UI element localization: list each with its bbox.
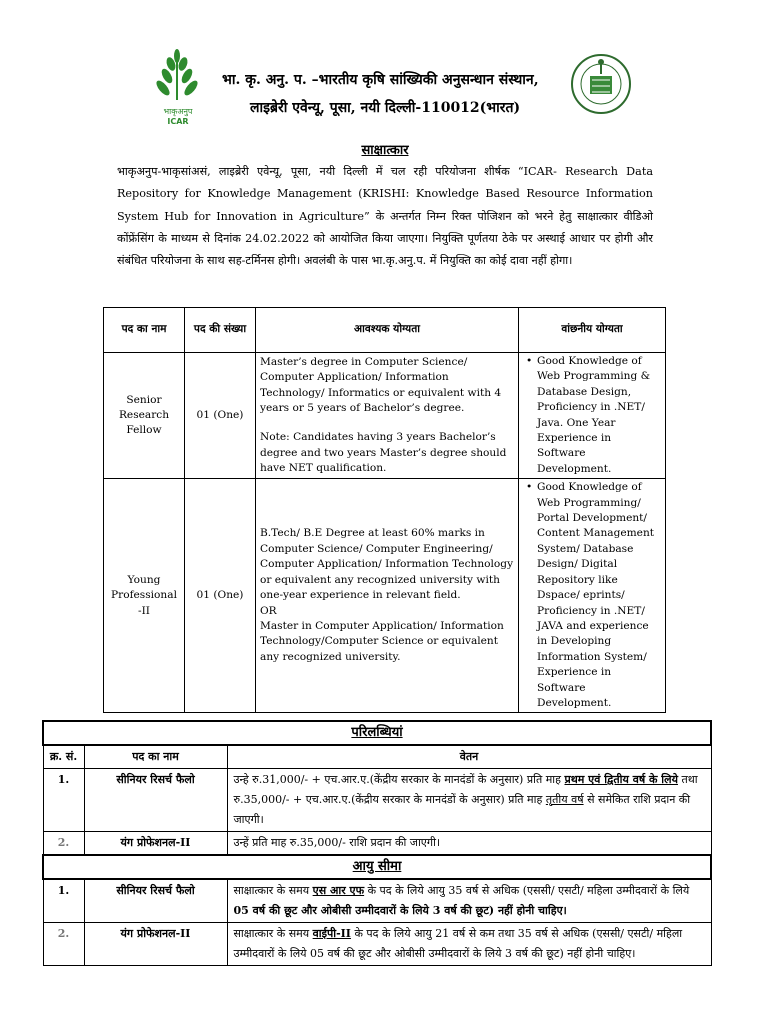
desirable-qualification xyxy=(519,479,666,713)
essential-text: Master’s degree in Computer Science/ Computer Application/ Information Technology/ Informatics or equivalent with 4 years or 5 years of Bachelor’s degree. xyxy=(260,355,502,414)
page-title: साक्षात्कार xyxy=(361,143,409,158)
iasri-emblem xyxy=(570,50,632,118)
age-limit-title: आयु सीमा xyxy=(43,855,711,879)
serial-number: 2. xyxy=(43,832,84,856)
col-pay: वेतन xyxy=(227,745,711,769)
essential-note: Note: Candidates having 3 years Bachelor’s degree and two years Master’s degree should have NET qualification. xyxy=(260,431,507,475)
age-text: 05 वर्ष की छूट और ओबीसी उम्मीदवारों के लिये 3 वर्ष की छूट) नहीं होनी चाहिए। xyxy=(233,904,567,917)
desirable-qualification xyxy=(519,353,666,479)
age-text: के पद के लिये आयु 21 वर्ष से कम तथा 35 वर्ष से अधिक (एससी/ एसटी/ महिला उम्मीदवारों के लिये 05 वर्ष की छूट और ओबीसी उम्मीदवारों के लिये 3 वर्ष की छूट) नहीं होनी चाहिए। xyxy=(233,927,683,960)
icar-logo xyxy=(143,48,213,126)
age-text: साक्षात्कार के समय xyxy=(233,927,310,940)
intro-paragraph: भाकृअनुप-भाकृसांअसं, लाइब्रेरी एवेन्यू, पूसा, नयी दिल्ली में चल रही परियोजना शीर्षक “ICAR- Research Data Repository for Knowledge Management (KRISHI: Knowledge Based Resource Information System Hub for Innovation in Agriculture” के अन्तर्गत निम्न रिक्त पोजिशन को भरने हेतु साक्षात्कार वीडिओ कोंफ्रेंसिंग के माध्यम से दिनांक 24.02.2022 को आयोजित किया जाएगा। नियुक्ति पूर्णतया ठेके पर अस्थाई आधार पर होगी और संबंधित परियोजना के साथ सह-टर्मिनस होगी। अवलंबी के पास भा.कृ.अनु.प. में नियुक्ति का कोई दावा नहीं होगा। xyxy=(117,165,653,268)
desirable-text: • Good Knowledge of Web Programming/ Portal Development/ Content Management System/ Database Design/ Digital Repository like Dspace/ eprints/ Proficiency in .NET/ JAVA and experience in Developing Information System/ Experience in Software Development. xyxy=(537,480,661,711)
table-row xyxy=(43,769,711,832)
post-name: Young Professional -II xyxy=(104,479,185,713)
essential-qualification xyxy=(256,353,519,479)
age-emphasis: एस आर एफ xyxy=(312,884,365,897)
emoluments-title: परिलब्धियां xyxy=(43,721,711,745)
pay-text: तथा रु.35,000/- + एच.आर.ए.(केंद्रीय सरकार के मानदंडों के अनुसार) प्रति माह xyxy=(233,773,698,806)
age-details xyxy=(227,923,711,966)
post-name: यंग प्रोफेशनल-II xyxy=(84,832,227,856)
pay-details xyxy=(227,769,711,832)
col-desirable: वांछनीय योग्यता xyxy=(519,308,666,353)
col-post-name: पद का नाम xyxy=(104,308,185,353)
pay-text: उन्हे रु.31,000/- + एच.आर.ए.(केंद्रीय सरकार के मानदंडों के अनुसार) प्रति माह xyxy=(233,773,561,786)
logo-icar-text: ICAR xyxy=(167,117,189,126)
serial-number: 1. xyxy=(43,769,84,832)
serial-number: 1. xyxy=(43,879,84,923)
post-name: Senior Research Fellow xyxy=(104,353,185,479)
serial-number: 2. xyxy=(43,923,84,966)
pay-emphasis: प्रथम एवं द्वितीय वर्ष के लिये xyxy=(564,773,678,786)
pay-text: से समेकित राशि प्रदान की जाएगी। xyxy=(233,793,691,826)
col-post-count: पद की संख्या xyxy=(185,308,256,353)
essential-or: OR xyxy=(260,604,277,617)
table-row xyxy=(43,832,711,856)
post-name: सीनियर रिसर्च फैलो xyxy=(84,769,227,832)
age-text: के पद के लिये आयु 35 वर्ष से अधिक (एससी/ एसटी/ महिला उम्मीदवारों के लिये xyxy=(367,884,690,897)
positions-header-row xyxy=(104,308,666,353)
post-name: यंग प्रोफेशनल-II xyxy=(84,923,227,966)
essential-text: B.Tech/ B.E Degree at least 60% marks in Computer Science/ Computer Engineering/ Computer Application/ Information Technology or equivalent any recognized university with one-year experience in relevant field. xyxy=(260,527,514,602)
positions-table xyxy=(103,307,666,713)
desirable-text: • Good Knowledge of Web Programming & Database Design, Proficiency in .NET/ Java. One Year Experience in Software Development. xyxy=(537,354,661,477)
emoluments-header-row xyxy=(43,745,711,769)
table-row xyxy=(104,479,666,713)
pay-text: उन्हें प्रति माह रु.35,000/- राशि प्रदान की जाएगी। xyxy=(227,832,711,856)
age-emphasis: वाईपी-II xyxy=(312,927,351,940)
header-line-1: भा. कृ. अनु. प. –भारतीय कृषि सांख्यिकी अनुसन्धान संस्थान, xyxy=(222,72,539,88)
post-count: 01 (One) xyxy=(185,353,256,479)
age-text: साक्षात्कार के समय xyxy=(233,884,310,897)
post-count: 01 (One) xyxy=(185,479,256,713)
col-essential: आवश्यक योग्यता xyxy=(256,308,519,353)
age-details xyxy=(227,879,711,923)
table-row xyxy=(104,353,666,479)
pay-emphasis: तृतीय वर्ष xyxy=(545,793,584,806)
emoluments-age-table xyxy=(42,720,712,966)
logo-hindi-text: भाकृअनुप xyxy=(163,107,193,116)
col-post-name: पद का नाम xyxy=(84,745,227,769)
essential-qualification xyxy=(256,479,519,713)
essential-alt: Master in Computer Application/ Information Technology/Computer Science or equivalent any recognized university. xyxy=(260,619,504,663)
header-line-2: लाइब्रेरी एवेन्यू, पूसा, नयी दिल्ली-110012(भारत) xyxy=(250,100,521,116)
table-row xyxy=(43,923,711,966)
table-row xyxy=(43,879,711,923)
col-serial: क्र. सं. xyxy=(43,745,84,769)
post-name: सीनियर रिसर्च फैलो xyxy=(84,879,227,923)
